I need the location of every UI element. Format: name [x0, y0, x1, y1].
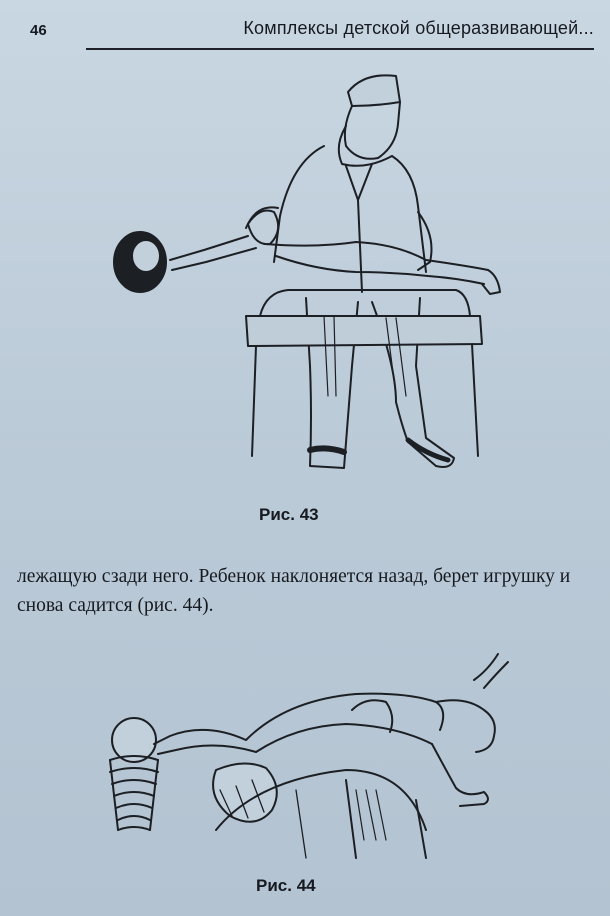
figure-43-illustration: [96, 66, 516, 496]
header-rule: [86, 48, 594, 50]
running-title: Комплексы детской общеразвивающей...: [243, 18, 594, 38]
figure-43-caption: Рис. 43: [259, 505, 319, 524]
page-number: 46: [30, 22, 47, 39]
figure-44-illustration: [96, 640, 516, 870]
body-paragraph: лежащую сзади него. Ребенок наклоняется назад, берет игрушку и снова садится (рис. 44).: [17, 566, 571, 616]
figure-44-caption: Рис. 44: [256, 876, 316, 895]
